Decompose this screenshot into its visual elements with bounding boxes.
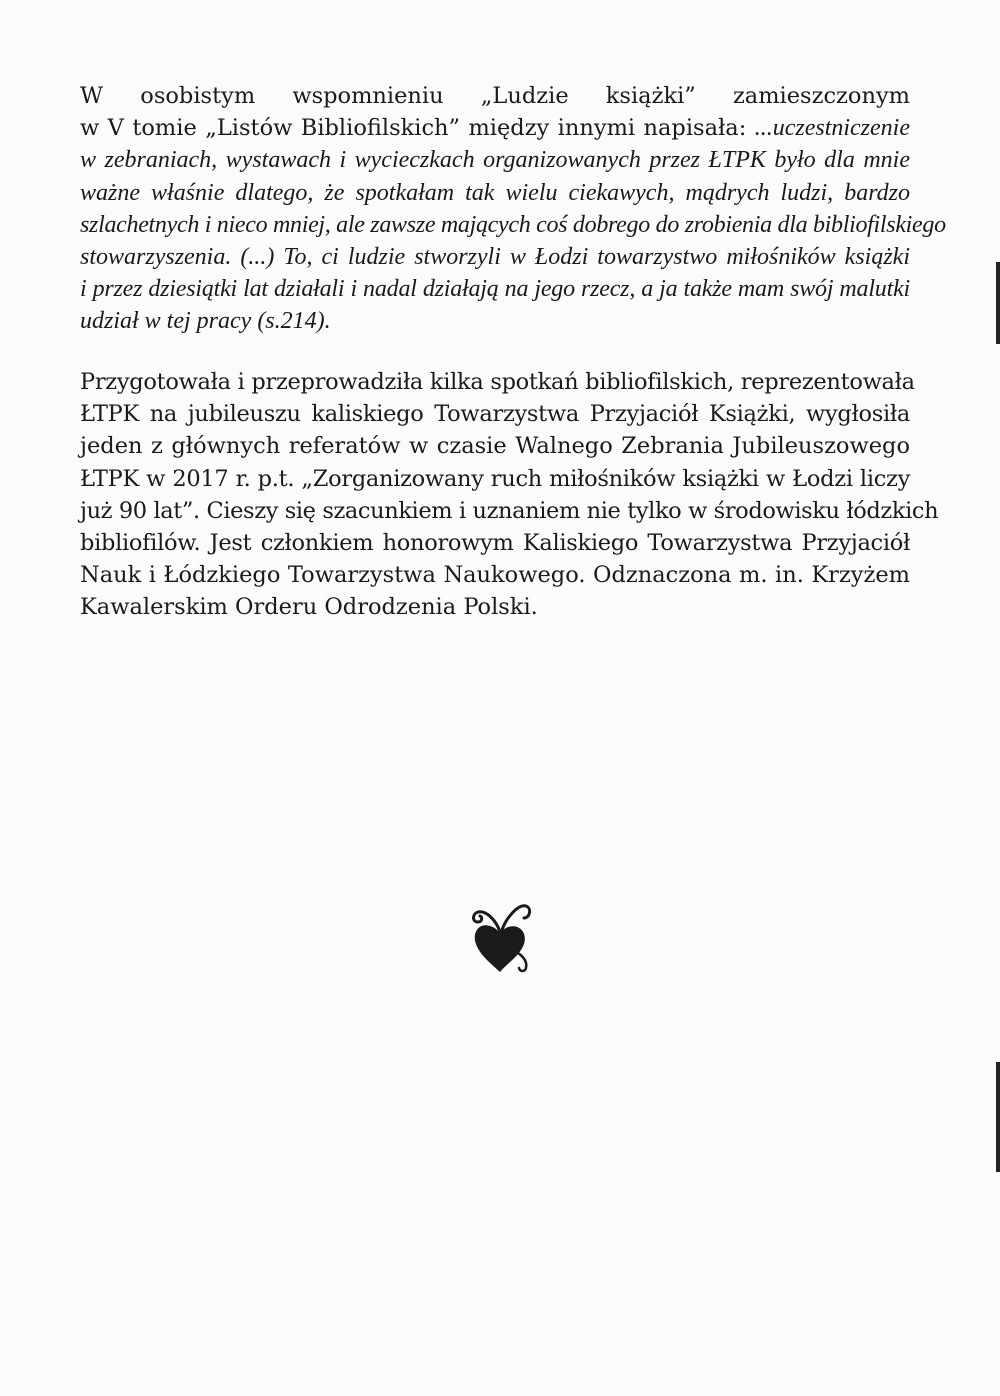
paragraph-achievements	[80, 366, 939, 624]
edge-mark	[996, 262, 1000, 344]
text-line: już 90 lat”. Cieszy się szacunkiem i uznaniem nie tylko w środowisku łódzkich	[80, 497, 939, 524]
text-line: ŁTPK w 2017 r. p.t. „Zorganizowany ruch miłośników książki w Łodzi liczy	[80, 465, 910, 492]
text-line: udział w tej pracy (s.214).	[80, 308, 331, 335]
text-line: Kawalerskim Orderu Odrodzenia Polski.	[80, 594, 538, 621]
text-line: szlachetnych i nieco mniej, ale zawsze mających coś dobrego do zrobienia dla bibliofilskiego	[80, 211, 946, 238]
edge-mark	[996, 1062, 1000, 1172]
text-line: Nauk i Łódzkiego Towarzystwa Naukowego. Odznaczona m. in. Krzyżem	[80, 562, 910, 589]
text-line: Przygotowała i przeprowadziła kilka spotkań bibliofilskich, reprezentowała	[80, 369, 915, 395]
text-line: stowarzyszenia. (...) To, ci ludzie stworzyli w Łodzi towarzystwo miłośników książki	[80, 244, 910, 271]
text-line: ŁTPK na jubileuszu kaliskiego Towarzystwa Przyjaciół Książki, wygłosiła	[80, 401, 910, 428]
text-line: bibliofilów. Jest członkiem honorowym Kaliskiego Towarzystwa Przyjaciół	[80, 530, 910, 557]
text-line: i przez dziesiątki lat działali i nadal działają na jego rzecz, a ja także mam swój malutki	[80, 276, 910, 303]
text-line: W osobistym wspomnieniu „Ludzie książki” zamieszczonym	[80, 83, 910, 109]
heart-vine-ornament-icon	[470, 898, 532, 974]
text-line: w V tomie „Listów Bibliofilskich” między innymi napisała: ...uczestniczenie	[80, 115, 910, 142]
text-line: ważne właśnie dlatego, że spotkałam tak wielu ciekawych, mądrych ludzi, bardzo	[80, 179, 910, 206]
paragraph-memoir-quote	[80, 80, 946, 338]
text-line: jeden z głównych referatów w czasie Walnego Zebrania Jubileuszowego	[80, 433, 910, 460]
text-line: w zebraniach, wystawach i wycieczkach organizowanych przez ŁTPK było dla mnie	[80, 147, 910, 174]
